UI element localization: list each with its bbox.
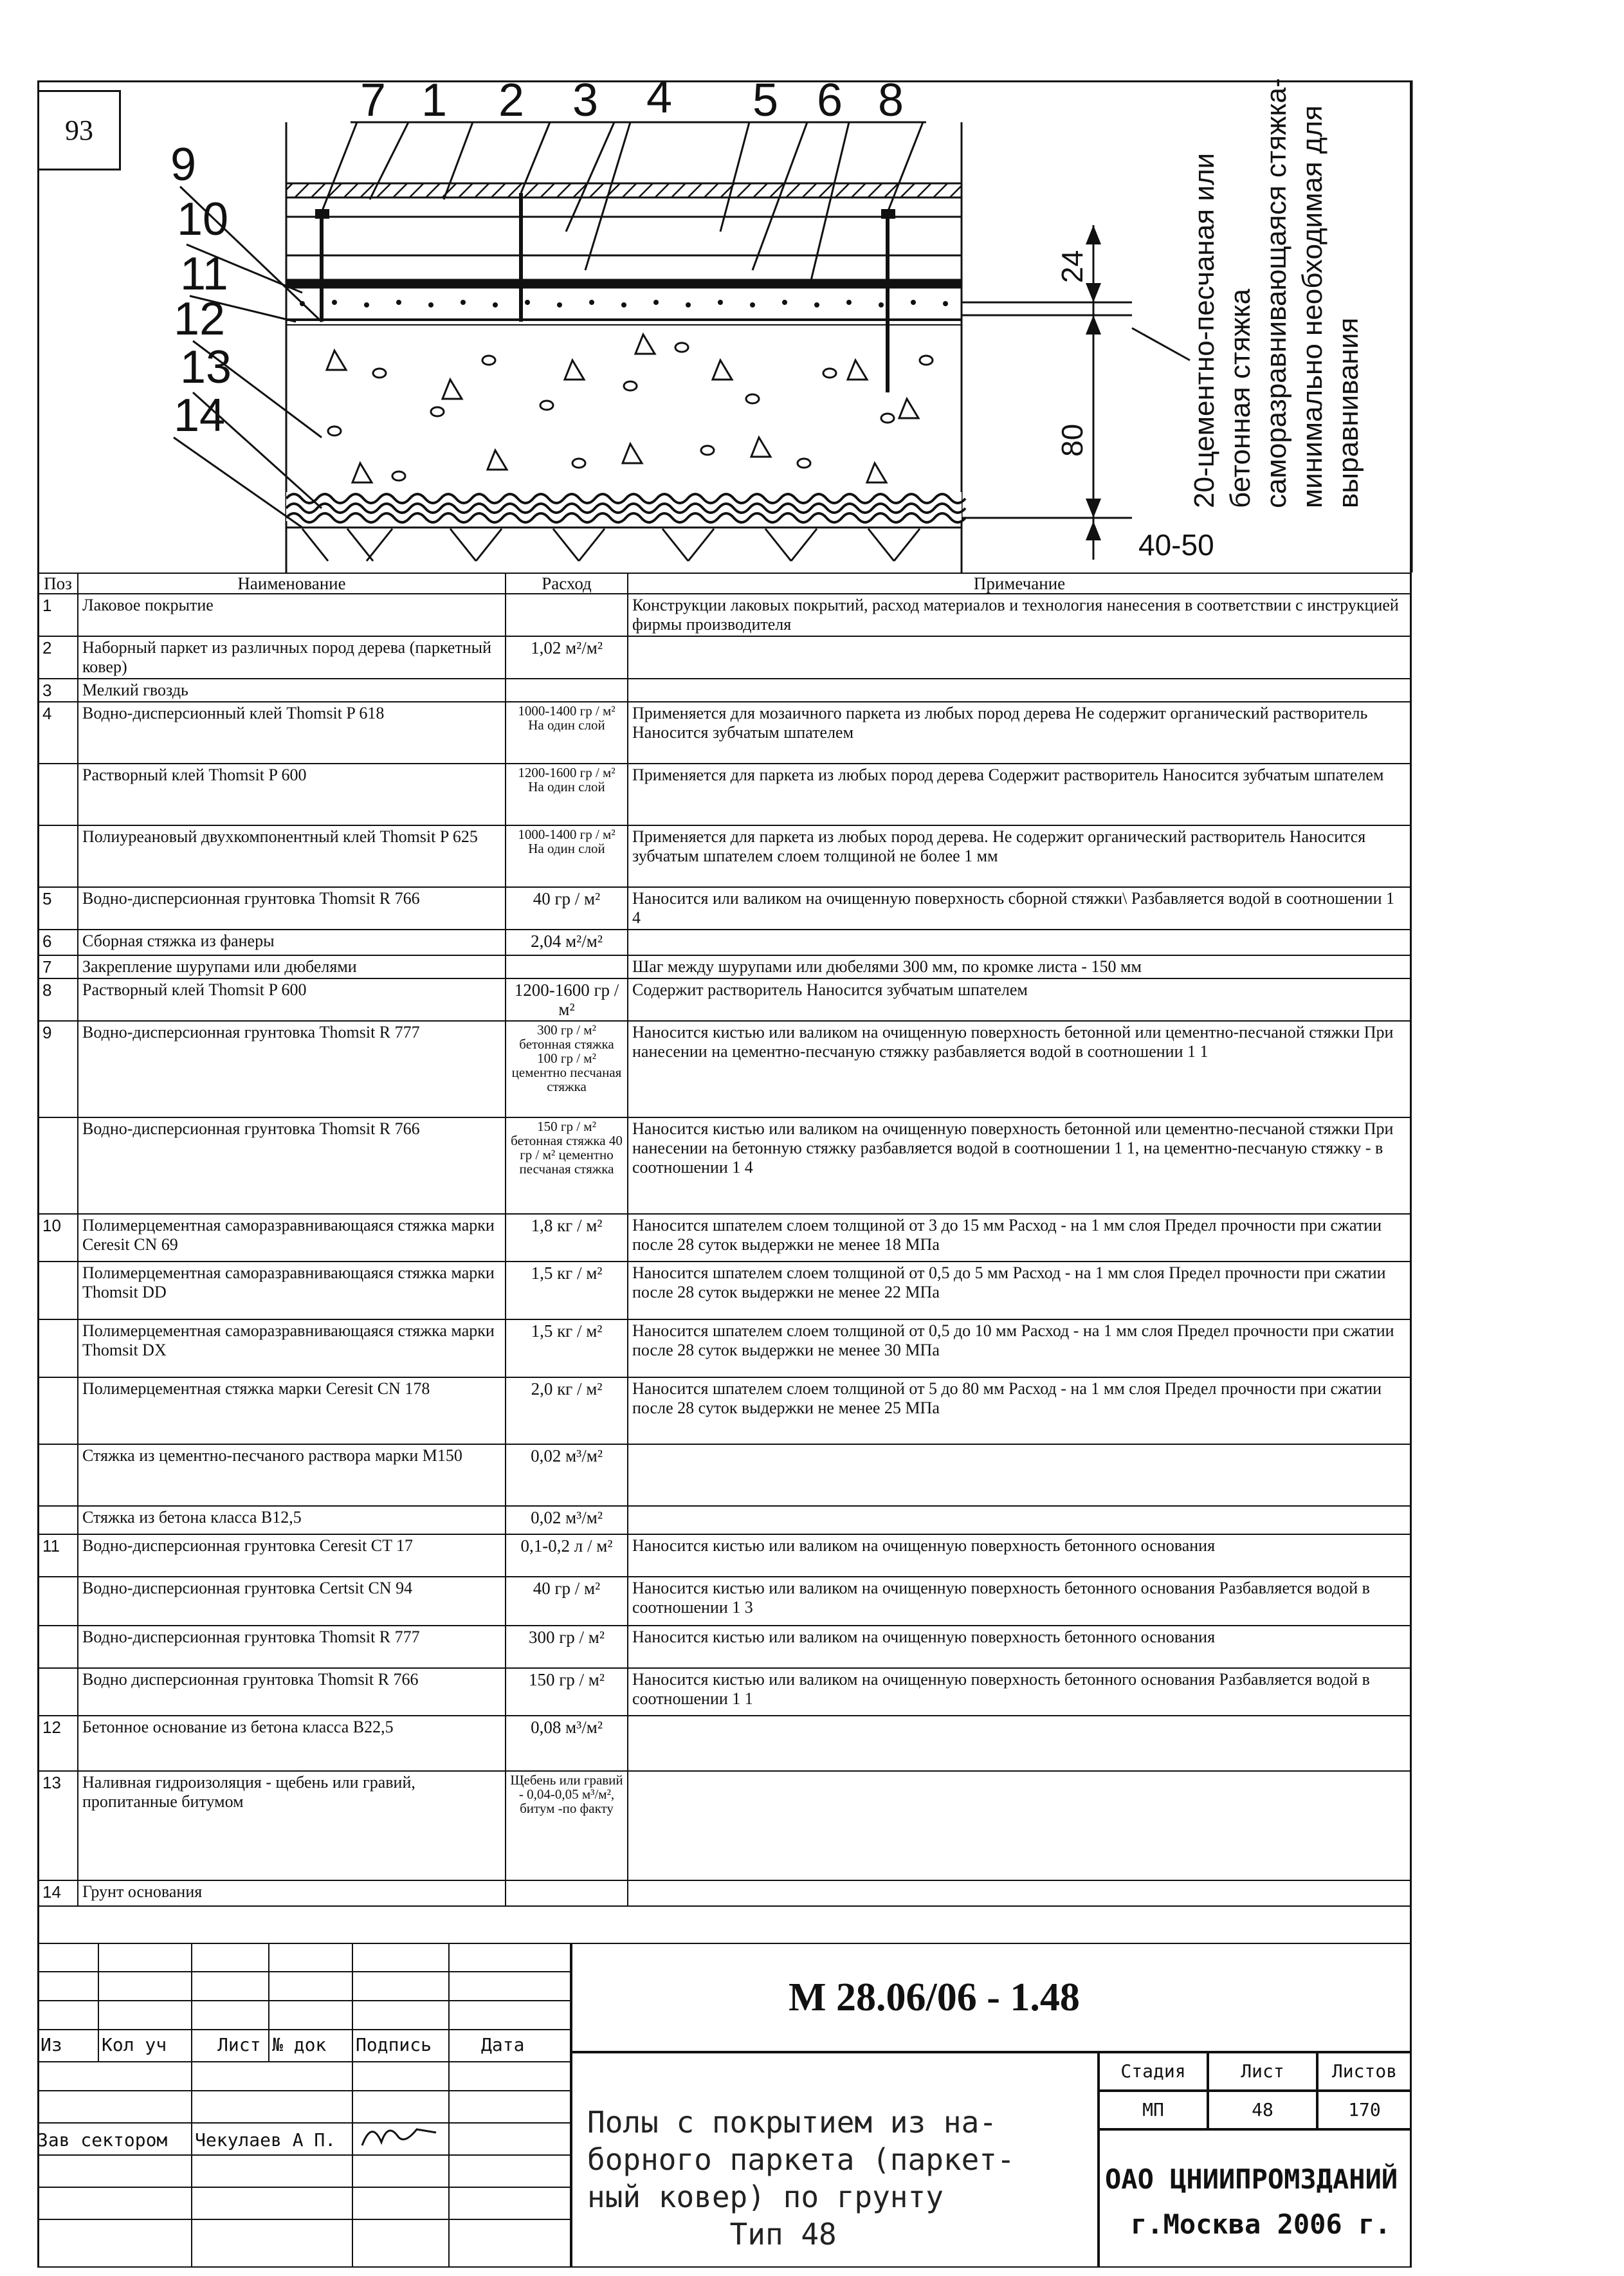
layer-label-9: 9: [170, 139, 197, 190]
row-qty: [506, 679, 628, 702]
row-name: Полиуреановый двухкомпонентный клей Thomsit P 625: [78, 825, 506, 887]
layer-label-6: 6: [817, 75, 843, 126]
title-block: [37, 1943, 1412, 2268]
row-name: Стяжка из бетона класса В12,5: [78, 1506, 506, 1534]
row-qty: 0,1-0,2 л / м²: [506, 1534, 628, 1577]
table-row: [38, 1214, 1411, 1262]
table-row: [38, 1577, 1411, 1626]
table-row: [38, 1444, 1411, 1506]
row-note: [628, 1506, 1411, 1534]
row-note: Наносится кистью или валиком на очищенную поверхность бетонного основания Разбавляется водой в соотношении 1 3: [628, 1577, 1411, 1626]
row-name: Полимерцементная саморазравнивающаяся стяжка марки Ceresit CN 69: [78, 1214, 506, 1262]
table-row: [38, 1716, 1411, 1771]
row-name: Закрепление шурупами или дюбелями: [78, 955, 506, 978]
table-row: [38, 955, 1411, 978]
row-qty: 0,02 м³/м²: [506, 1444, 628, 1506]
document-code: М 28.06/06 - 1.48: [789, 1976, 1080, 2019]
row-pos: [38, 1444, 78, 1506]
table-row: [38, 930, 1411, 955]
organization-name: ОАО ЦНИИПРОМЗДАНИЙ: [1105, 2163, 1398, 2195]
header-pos: Поз: [38, 573, 78, 594]
table-row: [38, 887, 1411, 930]
row-note: Применяется для мозаичного паркета из любых пород дерева Не содержит органический растворитель Наносится зубчатым шпателем: [628, 702, 1411, 764]
row-pos: 10: [38, 1214, 78, 1262]
stage-value: МП: [1099, 2091, 1208, 2129]
row-name: Водно-дисперсионная грунтовка Certsit CN 94: [78, 1577, 506, 1626]
row-name: Водно-дисперсионная грунтовка Thomsit R 766: [78, 1117, 506, 1214]
row-qty: 1,02 м²/м²: [506, 636, 628, 679]
col-label-signature: Подпись: [356, 2034, 432, 2055]
table-row: [38, 1534, 1411, 1577]
dimension-24: 24: [1055, 250, 1089, 283]
concrete-base: [327, 335, 933, 482]
row-pos: [38, 1626, 78, 1668]
row-pos: 5: [38, 887, 78, 930]
row-name: Наливная гидроизоляция - щебень или гравий, пропитанные битумом: [78, 1771, 506, 1880]
layer-label-14: 14: [174, 390, 226, 441]
row-qty: 150 гр / м² бетонная стяжка 40 гр / м² цементно песчаная стяжка: [506, 1117, 628, 1214]
row-name: Водно-дисперсионная грунтовка Thomsit R 777: [78, 1021, 506, 1117]
row-note: [628, 1771, 1411, 1880]
row-qty: 2,04 м²/м²: [506, 930, 628, 955]
row-note: Наносится кистью или валиком на очищенную поверхность бетонного основания: [628, 1534, 1411, 1577]
person-name: Чекулаев А П.: [195, 2129, 336, 2151]
floor-section-drawing: [0, 0, 1624, 573]
position-label: Зав сектором: [37, 2129, 168, 2151]
col-label-iz: Из: [41, 2034, 62, 2055]
header-name: Наименование: [78, 573, 506, 594]
row-pos: [38, 1319, 78, 1377]
row-note: Наносится кистью или валиком на очищенную поверхность бетонной или цементно-песчаной стяжки При нанесении на цементно-песчаную стяжку разбавляется водой в соотношении 1 1: [628, 1021, 1411, 1117]
row-note: [628, 679, 1411, 702]
row-qty: 0,02 м³/м²: [506, 1506, 628, 1534]
layer-label-11: 11: [180, 248, 228, 300]
dimension-40-50: 40-50: [1138, 528, 1214, 562]
table-row: [38, 679, 1411, 702]
row-pos: [38, 1262, 78, 1319]
row-note: Применяется для паркета из любых пород дерева Содержит растворитель Наносится зубчатым шпателем: [628, 764, 1411, 825]
row-name: Растворный клей Thomsit P 600: [78, 764, 506, 825]
row-name: Наборный паркет из различных пород дерева (паркетный ковер): [78, 636, 506, 679]
row-pos: 8: [38, 978, 78, 1021]
row-qty: Щебень или гравий - 0,04-0,05 м³/м², битум -по факту: [506, 1771, 628, 1880]
row-note: [628, 1716, 1411, 1771]
row-name: Растворный клей Thomsit P 600: [78, 978, 506, 1021]
row-note: Наносится кистью или валиком на очищенную поверхность бетонного основания Разбавляется водой в соотношении 1 1: [628, 1668, 1411, 1716]
table-row: [38, 1377, 1411, 1444]
signature: [359, 2116, 442, 2152]
row-name: Водно-дисперсионная грунтовка Ceresit CT 17: [78, 1534, 506, 1577]
row-name: Полимерцементная саморазравнивающаяся стяжка марки Thomsit DD: [78, 1262, 506, 1319]
row-name: Мелкий гвоздь: [78, 679, 506, 702]
table-row: [38, 1880, 1411, 1906]
row-note: Применяется для паркета из любых пород дерева. Не содержит органический растворитель Наносится зубчатым шпателем слоем толщиной не более 1 мм: [628, 825, 1411, 887]
row-note: [628, 636, 1411, 679]
revision-grid-lines: [37, 1943, 571, 2268]
row-pos: 2: [38, 636, 78, 679]
row-qty: 2,0 кг / м²: [506, 1377, 628, 1444]
row-qty: 1200-1600 гр / м² На один слой: [506, 764, 628, 825]
row-qty: 150 гр / м²: [506, 1668, 628, 1716]
row-qty: 1,5 кг / м²: [506, 1262, 628, 1319]
row-qty: 40 гр / м²: [506, 887, 628, 930]
row-qty: [506, 955, 628, 978]
row-pos: 14: [38, 1880, 78, 1906]
table-row: [38, 1771, 1411, 1880]
drawing-title: Полы с покрытием из на- борного паркета (паркет- ный ковер) по грунту Тип 48: [587, 2105, 1015, 2252]
sheets-value: 170: [1317, 2091, 1412, 2129]
row-note: Наносится шпателем слоем толщиной от 0,5 до 5 мм Расход - на 1 мм слоя Предел прочности при сжатии после 28 суток выдержки не менее 22 МПа: [628, 1262, 1411, 1319]
layer-label-3: 3: [572, 75, 599, 126]
materials-table: [37, 573, 1412, 1907]
row-pos: [38, 1577, 78, 1626]
row-name: Водно-дисперсионная грунтовка Thomsit R 766: [78, 887, 506, 930]
row-qty: 40 гр / м²: [506, 1577, 628, 1626]
row-note: Шаг между шурупами или дюбелями 300 мм, по кромке листа - 150 мм: [628, 955, 1411, 978]
dimension-80: 80: [1055, 423, 1089, 457]
row-qty: 1200-1600 гр / м²: [506, 978, 628, 1021]
row-pos: [38, 764, 78, 825]
row-pos: 7: [38, 955, 78, 978]
row-pos: [38, 1377, 78, 1444]
row-qty: [506, 1880, 628, 1906]
ground-soil: [286, 528, 962, 561]
table-row: [38, 594, 1411, 636]
table-row: [38, 825, 1411, 887]
col-label-date: Дата: [481, 2034, 525, 2055]
row-name: Полимерцементная стяжка марки Ceresit CN 178: [78, 1377, 506, 1444]
row-pos: 1: [38, 594, 78, 636]
row-pos: 4: [38, 702, 78, 764]
table-row: [38, 702, 1411, 764]
row-note: Наносится или валиком на очищенную поверхность сборной стяжки\ Разбавляется водой в соотношении 1 4: [628, 887, 1411, 930]
row-qty: 1000-1400 гр / м² На один слой: [506, 702, 628, 764]
table-row: [38, 1262, 1411, 1319]
row-qty: 1000-1400 гр / м² На один слой: [506, 825, 628, 887]
table-row: [38, 1626, 1411, 1668]
row-pos: 13: [38, 1771, 78, 1880]
row-name: Полимерцементная саморазравнивающаяся стяжка марки Thomsit DX: [78, 1319, 506, 1377]
organization-city-year: г.Москва 2006 г.: [1131, 2208, 1391, 2240]
row-pos: [38, 1668, 78, 1716]
table-row: [38, 1668, 1411, 1716]
stage-label: Стадия: [1099, 2052, 1208, 2091]
table-row: [38, 764, 1411, 825]
row-note: Конструкции лаковых покрытий, расход материалов и технология нанесения в соответствии с инструкцией фирмы производителя: [628, 594, 1411, 636]
layer-label-10: 10: [177, 194, 229, 245]
row-qty: 1,8 кг / м²: [506, 1214, 628, 1262]
row-note: Наносится шпателем слоем толщиной от 0,5 до 10 мм Расход - на 1 мм слоя Предел прочности при сжатии после 28 суток выдержки не менее 30 МПа: [628, 1319, 1411, 1377]
row-qty: [506, 594, 628, 636]
row-name: Водно-дисперсионная грунтовка Thomsit R 777: [78, 1626, 506, 1668]
row-pos: 3: [38, 679, 78, 702]
row-name: Водно-дисперсионный клей Thomsit P 618: [78, 702, 506, 764]
col-label-list: Лист: [217, 2034, 261, 2055]
row-note: Содержит растворитель Наносится зубчатым шпателем: [628, 978, 1411, 1021]
table-row: [38, 1021, 1411, 1117]
layer-label-4: 4: [646, 71, 673, 123]
screed-vertical-note: 20-цементно-песчаная или бетонная стяжка саморазравнивающаяся стяжка- минимально необходимая для выравнивания: [1189, 78, 1364, 508]
row-pos: 11: [38, 1534, 78, 1577]
row-name: Лаковое покрытие: [78, 594, 506, 636]
table-row: [38, 1506, 1411, 1534]
row-qty: 1,5 кг / м²: [506, 1319, 628, 1377]
row-name: Грунт основания: [78, 1880, 506, 1906]
row-qty: 300 гр / м² бетонная стяжка 100 гр / м² цементно песчаная стяжка: [506, 1021, 628, 1117]
row-note: [628, 1880, 1411, 1906]
table-row: [38, 636, 1411, 679]
row-name: Стяжка из цементно-песчаного раствора марки М150: [78, 1444, 506, 1506]
table-row: [38, 1319, 1411, 1377]
col-label-kol-uch: Кол уч: [102, 2034, 167, 2055]
layer-label-13: 13: [180, 342, 232, 393]
gravel-waterproofing: [286, 492, 965, 522]
row-note: Наносится кистью или валиком на очищенную поверхность бетонной или цементно-песчаной стяжки При нанесении на бетонную стяжку разбавляется водой в соотношении 1 1, на цементно-песчаную стяжку - в соотношении 1 4: [628, 1117, 1411, 1214]
row-qty: 300 гр / м²: [506, 1626, 628, 1668]
row-name: Водно дисперсионная грунтовка Thomsit R 766: [78, 1668, 506, 1716]
layer-label-2: 2: [498, 75, 525, 126]
row-note: [628, 930, 1411, 955]
row-name: Бетонное основание из бетона класса В22,5: [78, 1716, 506, 1771]
row-qty: 0,08 м³/м²: [506, 1716, 628, 1771]
header-note: Примечание: [628, 573, 1411, 594]
row-pos: [38, 825, 78, 887]
row-pos: [38, 1506, 78, 1534]
lacquer-parquet-layer: [286, 183, 962, 197]
sheet-number-box: 93: [37, 90, 121, 170]
row-name: Сборная стяжка из фанеры: [78, 930, 506, 955]
row-pos: 12: [38, 1716, 78, 1771]
plywood-screed-layer: [286, 217, 962, 255]
organization-cell: [1099, 2129, 1412, 2268]
table-header-row: [38, 573, 1411, 594]
layer-label-8: 8: [878, 75, 904, 126]
table-row: [38, 1117, 1411, 1214]
layer-label-7: 7: [360, 75, 387, 126]
row-note: Наносится шпателем слоем толщиной от 5 до 80 мм Расход - на 1 мм слоя Предел прочности при сжатии после 28 суток выдержки не менее 25 МПа: [628, 1377, 1411, 1444]
table-row: [38, 978, 1411, 1021]
layer-label-12: 12: [174, 293, 226, 345]
row-pos: 9: [38, 1021, 78, 1117]
header-qty: Расход: [506, 573, 628, 594]
row-pos: [38, 1117, 78, 1214]
layer-label-1: 1: [421, 75, 448, 126]
row-note: Наносится кистью или валиком на очищенную поверхность бетонного основания: [628, 1626, 1411, 1668]
col-label-doc: № док: [272, 2034, 327, 2055]
row-pos: 6: [38, 930, 78, 955]
row-note: [628, 1444, 1411, 1506]
sheets-label: Листов: [1317, 2052, 1412, 2091]
row-note: Наносится шпателем слоем толщиной от 3 до 15 мм Расход - на 1 мм слоя Предел прочности при сжатии после 28 суток выдержки не менее 18 МПа: [628, 1214, 1411, 1262]
sheet-value: 48: [1208, 2091, 1317, 2129]
layer-label-5: 5: [753, 75, 779, 126]
sheet-label: Лист: [1208, 2052, 1317, 2091]
